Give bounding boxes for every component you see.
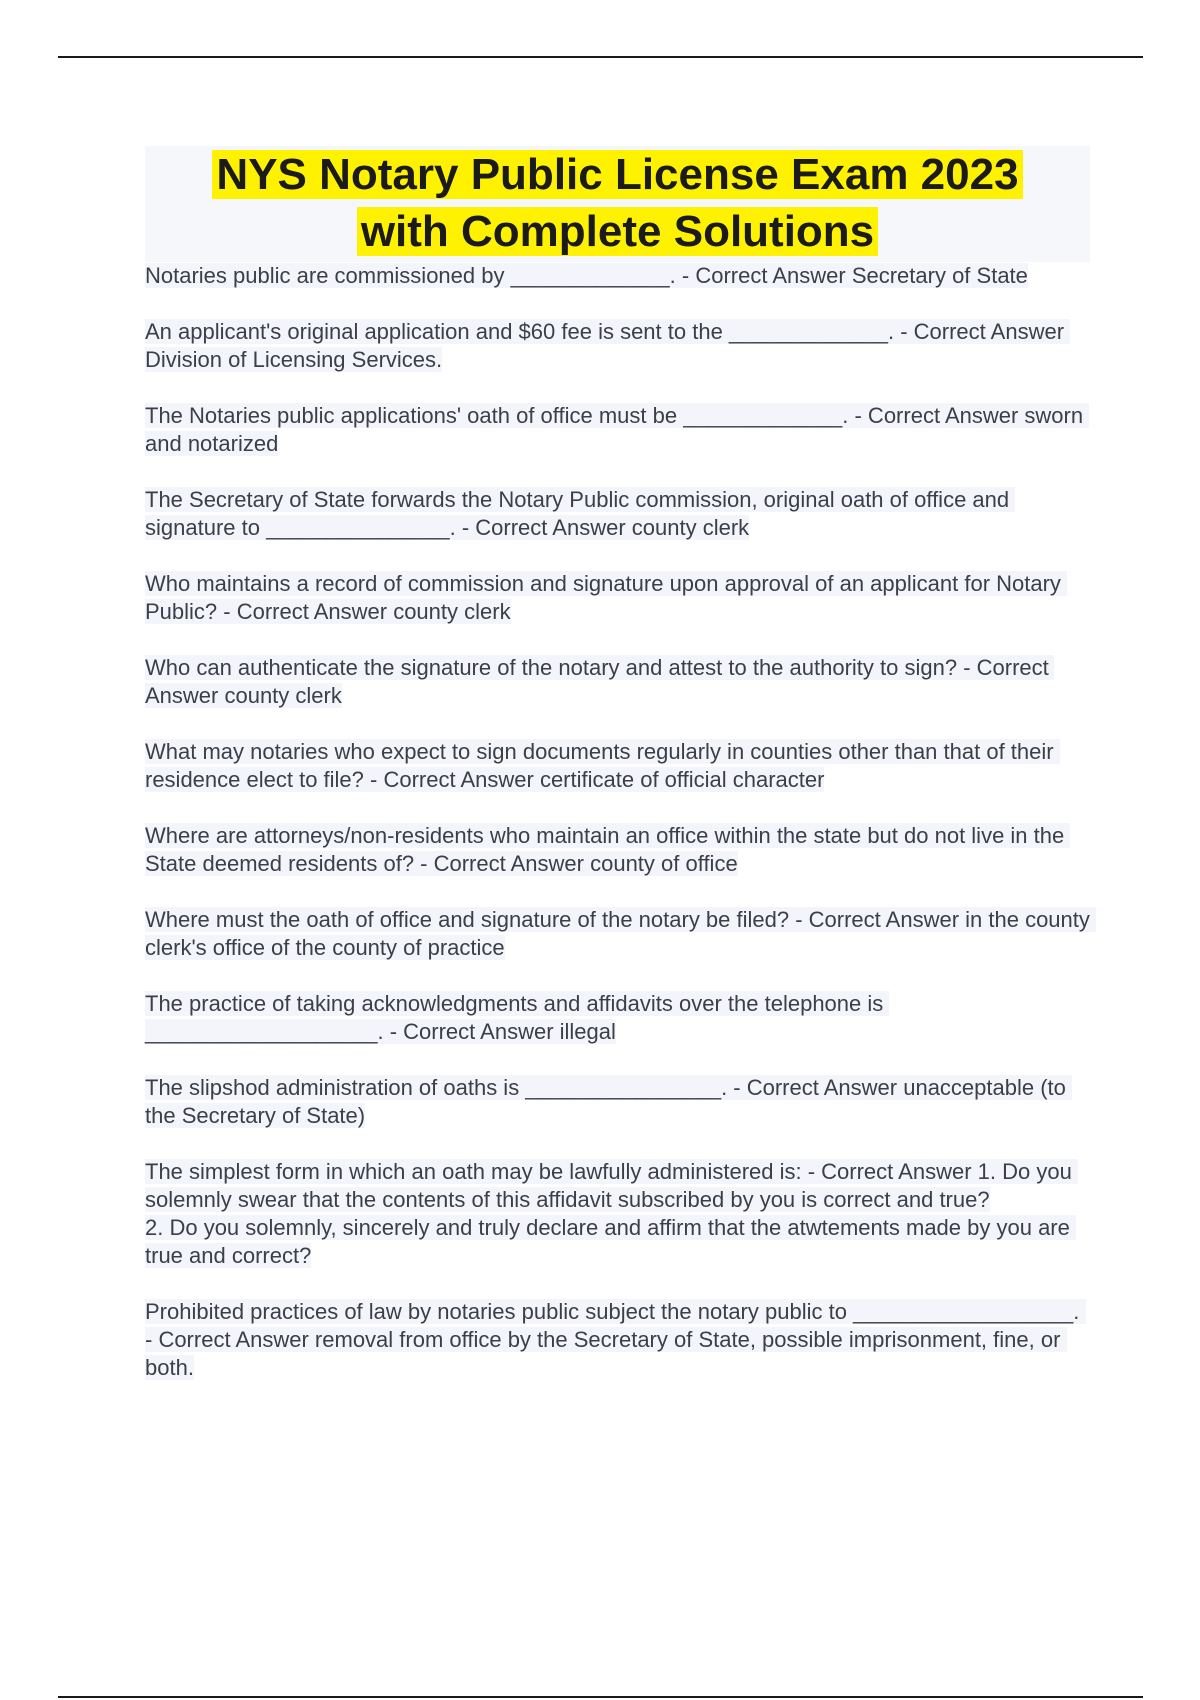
qa-item: The Secretary of State forwards the Notary Public commission, original oath of office and signature to _______________. - Correct Answer county clerk <box>145 487 1016 540</box>
title-line-2: with Complete Solutions <box>357 207 878 256</box>
qa-item: Where are attorneys/non-residents who maintain an office within the state but do not live in the State deemed residents of? - Correct Answer county of office <box>145 823 1071 876</box>
title-line-1: NYS Notary Public License Exam 2023 <box>212 150 1022 199</box>
qa-item: Notaries public are commissioned by _____________. - Correct Answer Secretary of State <box>145 263 1028 288</box>
qa-item: Who can authenticate the signature of the notary and attest to the authority to sign? - Correct Answer county clerk <box>145 655 1054 708</box>
qa-item: The slipshod administration of oaths is ________________. - Correct Answer unacceptable (to the Secretary of State) <box>145 1075 1073 1128</box>
qa-item: Where must the oath of office and signature of the notary be filed? - Correct Answer in the county clerk's office of the county of practice <box>145 907 1097 960</box>
qa-item: The practice of taking acknowledgments and affidavits over the telephone is ___________________. - Correct Answer illegal <box>145 991 890 1044</box>
top-divider <box>58 56 1143 58</box>
document-body <box>145 146 1097 1410</box>
qa-item: The simplest form in which an oath may be lawfully administered is: - Correct Answer 1. Do you solemnly swear that the contents of this affidavit subscribed by you is correct and true? 2. Do you solemnly, sincerely and truly declare and affirm that the atwtements made by you are true and correct? <box>145 1158 1090 1270</box>
qa-item: An applicant's original application and $60 fee is sent to the _____________. - Correct Answer Division of Licensing Services. <box>145 319 1071 372</box>
qa-list <box>145 262 1097 1382</box>
qa-item: The Notaries public applications' oath of office must be _____________. - Correct Answer sworn and notarized <box>145 403 1090 456</box>
qa-item: Who maintains a record of commission and signature upon approval of an applicant for Notary Public? - Correct Answer county clerk <box>145 571 1068 624</box>
qa-item: What may notaries who expect to sign documents regularly in counties other than that of their residence elect to file? - Correct Answer certificate of official character <box>145 739 1060 792</box>
document-title <box>145 146 1090 262</box>
qa-item: Prohibited practices of law by notaries public subject the notary public to __________________. - Correct Answer removal from office by the Secretary of State, possible imprisonment, fine, or both. <box>145 1299 1086 1380</box>
bottom-divider <box>58 1696 1143 1698</box>
